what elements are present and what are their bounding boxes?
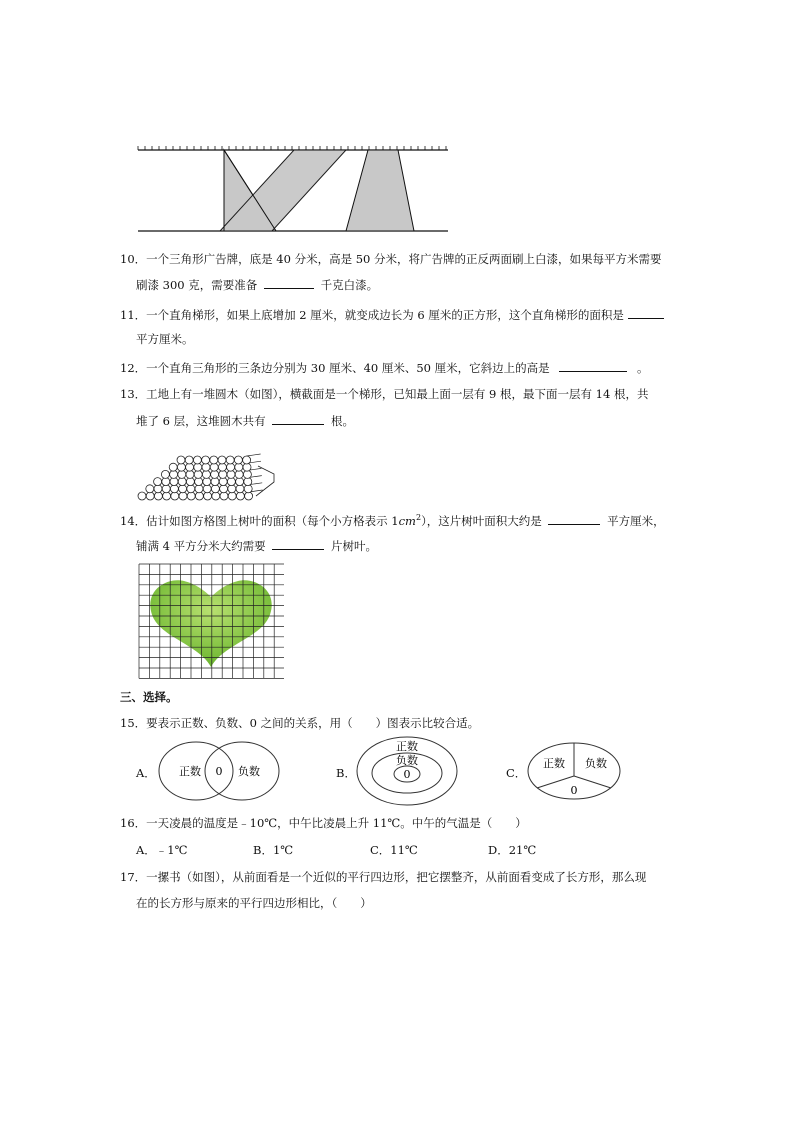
q16-stem: 16．一天凌晨的温度是﹣10℃，中午比凌晨上升 11℃。中午的气温是（ ）	[120, 816, 527, 830]
q15-c-negative: 负数	[585, 757, 607, 770]
q14-answer-blank-1[interactable]	[548, 512, 600, 525]
log-end	[219, 470, 227, 478]
log-end	[185, 456, 193, 464]
log-end	[202, 456, 210, 464]
q16-option-c[interactable]: C．11℃	[370, 843, 418, 857]
log-end	[228, 485, 236, 493]
log-end	[161, 470, 169, 478]
log-end	[162, 485, 170, 493]
log-end	[245, 492, 253, 500]
log-end	[194, 463, 202, 471]
log-end	[227, 470, 235, 478]
log-end	[178, 478, 186, 486]
log-end	[244, 485, 252, 493]
log-end	[218, 463, 226, 471]
log-end	[227, 478, 235, 486]
log-end	[236, 485, 244, 493]
q13-text-a: 堆了 6 层，这堆圆木共有	[136, 414, 266, 428]
q15-option-a-label[interactable]: A．	[136, 766, 156, 780]
log-end	[211, 470, 219, 478]
log-end	[211, 485, 219, 493]
q15-option-a-venn[interactable]	[156, 738, 286, 804]
log-end	[203, 478, 211, 486]
log-end	[235, 463, 243, 471]
q14-unit: cm	[398, 513, 416, 528]
ruler-ticks	[138, 146, 446, 150]
q16-option-b[interactable]: B．1℃	[253, 843, 294, 857]
log-end	[202, 463, 210, 471]
q15-c-positive: 正数	[543, 757, 565, 770]
q11-answer-blank[interactable]	[628, 306, 664, 319]
q13-line2	[136, 412, 354, 429]
log-end	[226, 456, 234, 464]
q16-option-a[interactable]: A．﹣1℃	[136, 843, 188, 857]
q14-text-a: 14．估计如图方格图上树叶的面积（每个小方格表示 1	[120, 513, 399, 528]
log-end	[243, 463, 251, 471]
q13-text-b: 根。	[330, 414, 354, 428]
log-end	[204, 492, 212, 500]
q12-text-b: 。	[636, 361, 649, 375]
log-end	[218, 456, 226, 464]
q12-text-a: 12．一个直角三角形的三条边分别为 30 厘米、40 厘米、50 厘米，它斜边上的高是	[120, 361, 550, 375]
log-end	[177, 456, 185, 464]
log-end	[236, 478, 244, 486]
log-end	[227, 463, 235, 471]
q12-line1	[120, 359, 648, 376]
q17-line1: 17．一摞书（如图），从前面看是一个近似的平行四边形，把它摆整齐，从前面看变成了长方形，那么现	[120, 870, 647, 884]
q13-answer-blank[interactable]	[272, 412, 324, 425]
log-end	[212, 492, 220, 500]
q15-c-zero: 0	[570, 784, 578, 797]
q10-line1: 10．一个三角形广告牌，底是 40 分米，高是 50 分米，将广告牌的正反两面刷上白漆，如果每平方米需要	[120, 252, 662, 266]
log-end	[154, 485, 162, 493]
section-title-choice: 三、选择。	[120, 690, 178, 704]
q14-text-d: 铺满 4 平方分米大约需要	[136, 539, 266, 553]
log-end	[178, 470, 186, 478]
log-end	[154, 478, 162, 486]
log-end	[171, 492, 179, 500]
q10-line2	[136, 276, 378, 293]
log-end	[234, 456, 242, 464]
q11-line2: 平方厘米。	[136, 332, 194, 346]
q15-stem: 15．要表示正数、负数、0 之间的关系，用（ ）图表示比较合适。	[120, 716, 480, 730]
log-end	[235, 470, 243, 478]
q14-line2	[136, 537, 377, 554]
q14-text-c: 平方厘米，	[607, 513, 665, 528]
q15-a-positive: 正数	[179, 765, 201, 778]
q16-option-d[interactable]: D．21℃	[488, 843, 537, 857]
log-end	[186, 470, 194, 478]
leaf-grid-figure	[138, 563, 284, 679]
q14-answer-blank-2[interactable]	[272, 537, 324, 550]
log-end	[170, 485, 178, 493]
log-end	[243, 470, 251, 478]
log-end	[211, 478, 219, 486]
log-end	[170, 470, 178, 478]
q13-line1: 13．工地上有一堆圆木（如图），横截面是一个梯形，已知最上面一层有 9 根，最下面一层有 14 根，共	[120, 387, 649, 401]
log-end	[195, 478, 203, 486]
q10-text-b: 千克白漆。	[320, 278, 379, 292]
log-end	[146, 492, 154, 500]
log-end	[187, 492, 195, 500]
log-end	[193, 456, 201, 464]
q11-text: 11．一个直角梯形，如果上底增加 2 厘米，就变成边长为 6 厘米的正方形，这个直角梯形的面积是	[120, 308, 624, 322]
q14-unit-sup: 2	[415, 513, 422, 522]
q15-a-negative: 负数	[238, 765, 260, 778]
log-end	[244, 478, 252, 486]
q14-text-b: ），这片树叶面积大约是	[421, 513, 542, 528]
q15-option-c-pie[interactable]	[526, 740, 626, 802]
log-end	[146, 485, 154, 493]
q15-b-positive: 正数	[396, 740, 418, 753]
log-end	[162, 478, 170, 486]
q15-b-zero: 0	[403, 768, 411, 781]
log-end	[163, 492, 171, 500]
q15-a-zero: 0	[215, 765, 223, 778]
log-end	[177, 463, 185, 471]
q17-line2: 在的长方形与原来的平行四边形相比，（ ）	[136, 896, 372, 910]
q15-option-b-nested[interactable]	[354, 734, 460, 808]
q10-answer-blank[interactable]	[264, 276, 314, 289]
log-end	[219, 478, 227, 486]
log-end	[179, 485, 187, 493]
log-end	[195, 492, 203, 500]
log-end	[194, 470, 202, 478]
log-end	[210, 463, 218, 471]
log-end	[154, 492, 162, 500]
q15-option-c-label[interactable]: C．	[506, 766, 527, 780]
log-end	[203, 485, 211, 493]
log-end	[228, 492, 236, 500]
shaded-trapezoid-right	[346, 150, 414, 231]
log-pile	[138, 454, 274, 500]
log-end	[202, 470, 210, 478]
log-end	[186, 478, 194, 486]
q14-text-e: 片树叶。	[330, 539, 377, 553]
log-end	[195, 485, 203, 493]
q15-option-b-label[interactable]: B．	[336, 766, 356, 780]
log-end	[170, 478, 178, 486]
q11-line1	[120, 306, 664, 323]
log-end	[243, 456, 251, 464]
log-end	[138, 492, 146, 500]
log-end	[186, 463, 194, 471]
log-end	[220, 492, 228, 500]
log-pile-figure	[134, 438, 280, 502]
q10-text-a: 刷漆 300 克，需要准备	[136, 278, 258, 292]
log-end	[169, 463, 177, 471]
log-end	[236, 492, 244, 500]
log-end	[220, 485, 228, 493]
log-end	[179, 492, 187, 500]
q14-line1	[120, 510, 665, 529]
log-end	[210, 456, 218, 464]
parallel-lines-figure	[136, 143, 452, 235]
q15-b-negative: 负数	[396, 754, 418, 767]
q12-answer-blank[interactable]	[559, 359, 627, 372]
log-end	[187, 485, 195, 493]
